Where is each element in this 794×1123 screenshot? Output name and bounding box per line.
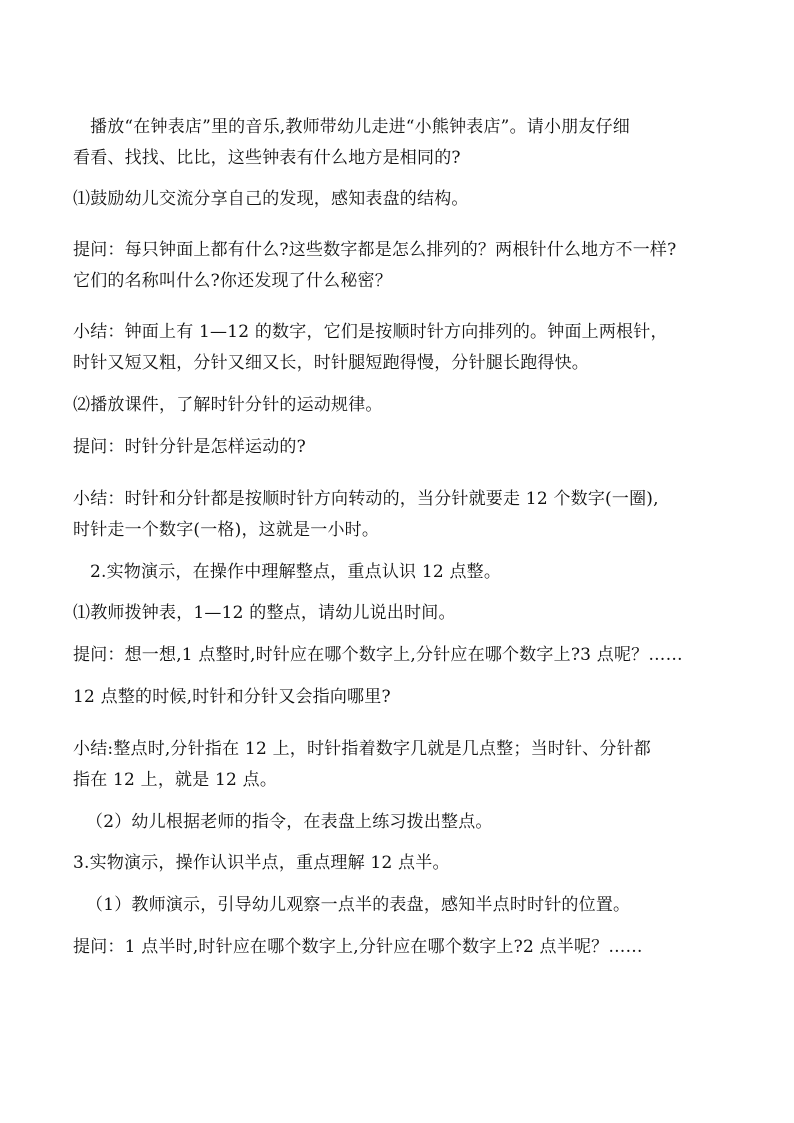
text-line: ⑴鼓励幼儿交流分享自己的发现，感知表盘的结构。 xyxy=(73,189,469,209)
paragraph-question-3-cont xyxy=(73,682,723,713)
paragraph-section-2 xyxy=(90,557,740,588)
text-line: 时针走一个数字(一格)，这就是一小时。 xyxy=(73,520,380,540)
paragraph-step-3 xyxy=(73,598,723,629)
paragraph-question-2 xyxy=(73,432,723,463)
text-line: 时针又短又粗，分针又细又长，时针腿短跑得慢，分针腿长跑得快。 xyxy=(73,353,589,373)
text-line: 提问：想一想,1 点整时,时针应在哪个数字上,分针应在哪个数字上?3 点呢？…… xyxy=(73,645,683,665)
text-line: 3.实物演示，操作认识半点，重点理解 12 点半。 xyxy=(73,853,450,873)
text-line: ⑴教师拨钟表，1—12 的整点，请幼儿说出时间。 xyxy=(73,603,456,623)
paragraph-summary-2 xyxy=(73,484,723,546)
text-line: 2.实物演示，在操作中理解整点，重点认识 12 点整。 xyxy=(90,562,502,582)
text-line: 小结：钟面上有 1—12 的数字，它们是按顺时针方向排列的。钟面上两根针， xyxy=(73,322,668,342)
paragraph-question-4 xyxy=(73,932,723,963)
paragraph-step-5 xyxy=(86,890,736,921)
text-line: 小结：时针和分针都是按顺时针方向转动的，当分针就要走 12 个数字(一圈), xyxy=(73,489,659,509)
text-line: 看看、找找、比比，这些钟表有什么地方是相同的? xyxy=(73,148,461,168)
text-line: 12 点整的时候,时针和分针又会指向哪里? xyxy=(73,687,391,707)
text-line: 提问：每只钟面上都有什么?这些数字都是怎么排列的？两根针什么地方不一样? xyxy=(73,240,677,260)
text-line: ⑵播放课件，了解时针分针的运动规律。 xyxy=(73,395,383,415)
text-line: （2）幼儿根据老师的指令，在表盘上练习拨出整点。 xyxy=(86,812,493,832)
paragraph-summary-3 xyxy=(73,734,723,796)
paragraph-step-2 xyxy=(73,390,723,421)
paragraph-step-1 xyxy=(73,184,723,215)
text-line: 指在 12 上，就是 12 点。 xyxy=(73,770,278,790)
paragraph-intro-cont xyxy=(73,143,723,174)
text-line: 提问：时针分针是怎样运动的? xyxy=(73,437,306,457)
text-line: （1）教师演示，引导幼儿观察一点半的表盘，感知半点时时针的位置。 xyxy=(86,895,631,915)
paragraph-section-3 xyxy=(73,848,723,879)
paragraph-step-4 xyxy=(86,807,736,838)
text-line: 小结:整点时,分针指在 12 上，时针指着数字几就是几点整；当时针、分针都 xyxy=(73,739,651,759)
text-line: 播放“在钟表店”里的音乐,教师带幼儿走进“小熊钟表店”。请小朋友仔细 xyxy=(90,117,630,137)
text-line: 它们的名称叫什么?你还发现了什么秘密？ xyxy=(73,271,392,291)
paragraph-summary-1 xyxy=(73,317,723,379)
paragraph-question-3 xyxy=(73,640,723,671)
text-line: 提问：1 点半时,时针应在哪个数字上,分针应在哪个数字上?2 点半呢？…… xyxy=(73,937,643,957)
paragraph-intro xyxy=(90,112,740,143)
paragraph-question-1 xyxy=(73,235,723,297)
